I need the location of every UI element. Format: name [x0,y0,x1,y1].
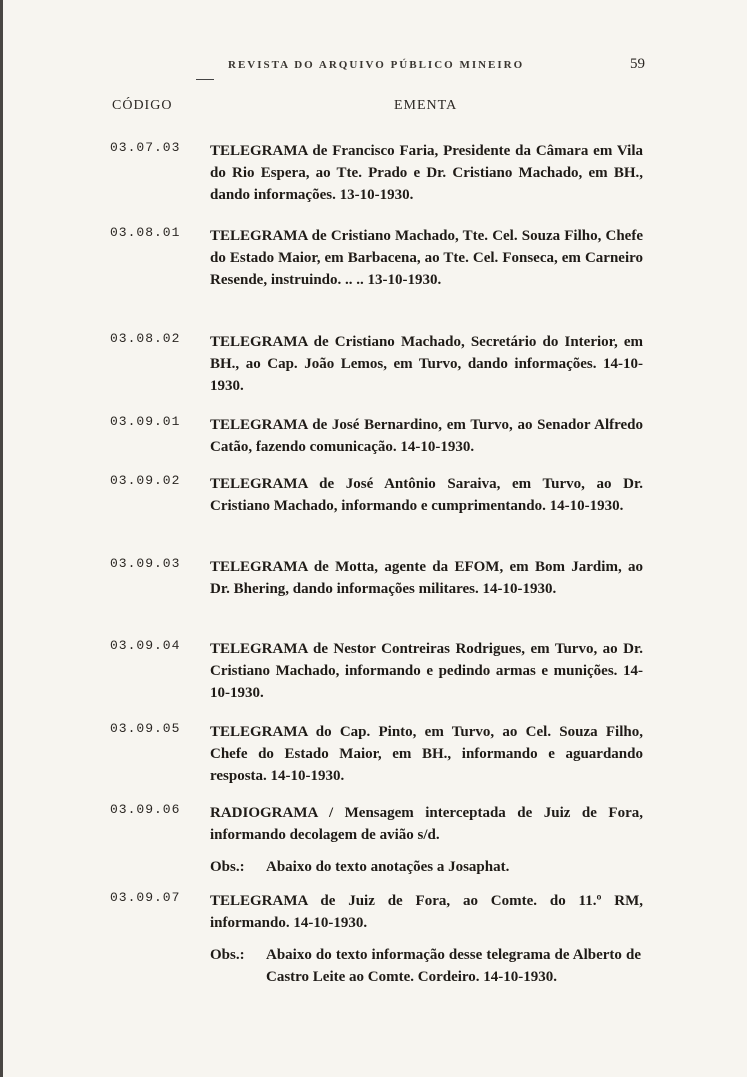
entry-text: TELEGRAMA de Juiz de Fora, ao Comte. do 11.º RM, informando. 14-10-1930. [210,893,643,931]
journal-title: REVISTA DO ARQUIVO PÚBLICO MINEIRO [228,59,525,71]
entry-code: 03.09.07 [110,890,181,905]
entry-observation [210,856,643,878]
entry-code: 03.07.03 [110,140,181,155]
ementa-column-header: EMENTA [394,98,458,113]
entry-text: TELEGRAMA do Cap. Pinto, em Turvo, ao Cel. Souza Filho, Chefe do Estado Maior, em BH., informando e aguardando resposta. 14-10-1930. [210,724,643,784]
entry-code: 03.09.01 [110,414,181,429]
entry-code: 03.09.04 [110,638,181,653]
header-dash [196,79,214,80]
entry-code: 03.09.05 [110,721,181,736]
entry-text: TELEGRAMA de Cristiano Machado, Tte. Cel. Souza Filho, Chefe do Estado Maior, em Barbacena, ao Tte. Cel. Fonseca, em Carneiro Resende, instruindo. .. .. 13-10-1930. [210,228,643,288]
running-head [0,56,747,86]
column-headers [0,98,747,122]
obs-text: Abaixo do texto anotações a Josaphat. [266,859,510,875]
entry-code: 03.09.03 [110,556,181,571]
entry-text: RADIOGRAMA / Mensagem interceptada de Juiz de Fora, informando decolagem de avião s/d. [210,805,643,843]
entry-code: 03.09.06 [110,802,181,817]
obs-label: Obs.: [210,947,245,963]
entry-code: 03.09.02 [110,473,181,488]
entry-code: 03.08.01 [110,225,181,240]
entry-text: TELEGRAMA de Nestor Contreiras Rodrigues, em Turvo, ao Dr. Cristiano Machado, informando e pedindo armas e munições. 14-10-1930. [210,641,643,701]
page-number: 59 [630,56,645,72]
entry-text: TELEGRAMA de Motta, agente da EFOM, em Bom Jardim, ao Dr. Bhering, dando informações militares. 14-10-1930. [210,559,643,597]
code-column-header: CÓDIGO [112,98,173,113]
entry-code: 03.08.02 [110,331,181,346]
entry-observation [210,944,643,988]
entry-text: TELEGRAMA de José Antônio Saraiva, em Turvo, ao Dr. Cristiano Machado, informando e cumprimentando. 14-10-1930. [210,476,643,514]
entry-text: TELEGRAMA de Francisco Faria, Presidente da Câmara em Vila do Rio Espera, ao Tte. Prado e Dr. Cristiano Machado, em BH., dando informações. 13-10-1930. [210,143,643,203]
obs-label: Obs.: [210,859,245,875]
entry-text: TELEGRAMA de Cristiano Machado, Secretário do Interior, em BH., ao Cap. João Lemos, em Turvo, dando informações. 14-10-1930. [210,334,643,394]
obs-text: Abaixo do texto informação desse telegrama de Alberto de Castro Leite ao Comte. Cordeiro. 14-10-1930. [266,947,641,985]
entry-text: TELEGRAMA de José Bernardino, em Turvo, ao Senador Alfredo Catão, fazendo comunicação. 14-10-1930. [210,417,643,455]
